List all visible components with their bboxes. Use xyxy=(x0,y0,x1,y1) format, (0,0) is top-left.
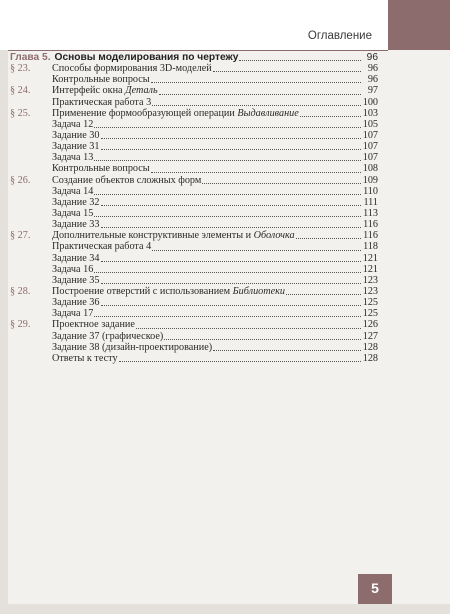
leader-dots xyxy=(152,243,361,251)
leader-dots xyxy=(101,220,362,228)
section-number: § 23. xyxy=(10,63,31,75)
leader-dots xyxy=(94,187,361,195)
entry-title-text: Задание 37 (графическое) xyxy=(52,330,164,342)
toc-entry-row[interactable] xyxy=(10,63,378,74)
entry-title xyxy=(52,253,100,264)
leader-dots xyxy=(239,53,361,61)
entry-page-number: 125 xyxy=(362,297,378,309)
toc-entry-row[interactable] xyxy=(10,319,378,330)
entry-title xyxy=(52,353,118,364)
entry-title xyxy=(52,130,100,141)
entry-title xyxy=(52,208,93,219)
entry-page-number: 116 xyxy=(363,230,378,242)
entry-title xyxy=(52,264,93,275)
entry-page-number: 108 xyxy=(362,163,378,175)
leader-dots xyxy=(94,265,361,273)
table-of-contents xyxy=(10,52,378,364)
leader-dots xyxy=(213,343,361,351)
entry-page-number: 116 xyxy=(363,219,378,231)
toc-entry-row[interactable] xyxy=(10,208,378,219)
entry-title xyxy=(52,319,135,330)
toc-entry-row[interactable] xyxy=(10,286,378,297)
entry-page-number: 107 xyxy=(362,152,378,164)
entry-title xyxy=(52,241,151,252)
entry-page-number: 125 xyxy=(362,308,378,320)
entry-title xyxy=(52,342,212,353)
entry-title-text: Задание 35 xyxy=(52,274,100,286)
chapter-title: Основы моделирования по чертежу xyxy=(54,52,239,63)
leader-dots xyxy=(296,231,361,239)
entry-title xyxy=(52,74,150,85)
toc-entry-row[interactable] xyxy=(10,342,378,353)
entry-title xyxy=(52,197,100,208)
toc-entry-row[interactable] xyxy=(10,241,378,252)
entry-title-text: Контрольные вопросы xyxy=(52,74,150,86)
left-margin-strip xyxy=(0,0,8,614)
entry-title xyxy=(52,331,163,342)
entry-title-text: Задача 16 xyxy=(52,263,94,275)
toc-entry-row[interactable] xyxy=(10,230,378,241)
entry-page-number: 126 xyxy=(362,319,378,331)
toc-entry-row[interactable] xyxy=(10,253,378,264)
entry-title-text: Задача 15 xyxy=(52,207,94,219)
leader-dots xyxy=(101,142,362,150)
toc-entry-row[interactable] xyxy=(10,175,378,186)
leader-dots xyxy=(101,298,362,306)
leader-dots xyxy=(94,120,361,128)
leader-dots xyxy=(94,153,361,161)
entry-title-text: Задание 36 xyxy=(52,297,100,309)
entry-title xyxy=(52,175,201,186)
entry-title xyxy=(52,141,100,152)
toc-entry-row[interactable] xyxy=(10,108,378,119)
toc-entry-row[interactable] xyxy=(10,219,378,230)
leader-dots xyxy=(202,176,361,184)
toc-entry-row[interactable] xyxy=(10,186,378,197)
leader-dots xyxy=(151,75,361,83)
entry-title-text: Задание 32 xyxy=(52,196,100,208)
header-rule xyxy=(8,50,388,51)
entry-page-number: 107 xyxy=(362,141,378,153)
entry-title-italic: Выдавливание xyxy=(237,107,299,119)
bottom-margin-strip xyxy=(0,604,450,614)
entry-title-text: Способы формирования 3D-моделей xyxy=(52,63,212,75)
toc-entry-row[interactable] xyxy=(10,119,378,130)
entry-page-number: 128 xyxy=(362,352,378,364)
entry-title xyxy=(52,275,100,286)
toc-entry-row[interactable] xyxy=(10,297,378,308)
entry-title-italic: Деталь xyxy=(125,85,158,97)
entry-title xyxy=(52,108,299,119)
entry-title-text: Ответы к тесту xyxy=(52,352,118,364)
entry-title-text: Задание 38 (дизайн-проектирование) xyxy=(52,341,213,353)
entry-title-text: Задание 31 xyxy=(52,141,100,153)
toc-entry-row[interactable] xyxy=(10,308,378,319)
leader-dots xyxy=(164,332,361,340)
entry-title-text: Задача 17 xyxy=(52,308,94,320)
toc-entry-row[interactable] xyxy=(10,74,378,85)
toc-entry-row[interactable] xyxy=(10,141,378,152)
page-number: 5 xyxy=(371,580,379,596)
entry-page-number: 113 xyxy=(363,207,378,219)
header-accent-box xyxy=(388,0,450,50)
entry-title-text: Задача 13 xyxy=(52,152,94,164)
entry-page-number: 103 xyxy=(362,107,378,119)
section-number: § 29. xyxy=(10,319,31,331)
entry-title-text: Создание объектов сложных форм xyxy=(52,174,202,186)
toc-entry-row[interactable] xyxy=(10,275,378,286)
entry-title-italic: Оболочка xyxy=(253,230,295,242)
entry-title xyxy=(52,308,93,319)
entry-title xyxy=(52,286,285,297)
leader-dots xyxy=(152,98,361,106)
entry-page-number: 121 xyxy=(362,252,378,264)
section-number: § 27. xyxy=(10,230,31,242)
leader-dots xyxy=(119,354,361,362)
toc-entry-row[interactable] xyxy=(10,152,378,163)
entry-title xyxy=(52,85,158,96)
entry-page-number: 96 xyxy=(367,74,378,86)
entry-title-text: Интерфейс окна xyxy=(52,85,126,97)
leader-dots xyxy=(151,165,361,173)
leader-dots xyxy=(101,131,362,139)
section-number: § 28. xyxy=(10,285,31,297)
toc-entry-row[interactable] xyxy=(10,85,378,96)
entry-title-text: Проектное задание xyxy=(52,319,135,331)
entry-title xyxy=(52,230,295,241)
entry-title-text: Применение формообразующей операции xyxy=(52,107,238,119)
toc-entry-row[interactable] xyxy=(10,197,378,208)
entry-page-number: 109 xyxy=(362,174,378,186)
toc-chapter-row[interactable] xyxy=(10,52,378,63)
toc-entry-row[interactable] xyxy=(10,163,378,174)
entry-title-text: Задача 12 xyxy=(52,118,94,130)
entry-page-number: 127 xyxy=(362,330,378,342)
leader-dots xyxy=(286,287,361,295)
leader-dots xyxy=(136,321,361,329)
toc-entry-row[interactable] xyxy=(10,97,378,108)
entry-page-number: 110 xyxy=(363,185,378,197)
header-band xyxy=(0,0,388,50)
entry-title-italic: Библиотеки xyxy=(232,285,286,297)
entry-title-text: Задание 34 xyxy=(52,252,100,264)
entry-page-number: 111 xyxy=(363,196,378,208)
entry-title xyxy=(52,152,93,163)
toc-entry-row[interactable] xyxy=(10,331,378,342)
entry-page-number: 107 xyxy=(362,129,378,141)
entry-page-number: 96 xyxy=(367,63,378,75)
leader-dots xyxy=(300,109,361,117)
leader-dots xyxy=(94,209,361,217)
entry-page-number: 118 xyxy=(363,241,378,253)
entry-title-text: Контрольные вопросы xyxy=(52,163,150,175)
chapter-page-number: 96 xyxy=(366,52,378,63)
entry-page-number: 97 xyxy=(367,85,378,97)
running-header-title: Оглавление xyxy=(307,30,372,42)
toc-entry-row[interactable] xyxy=(10,130,378,141)
entry-title xyxy=(52,219,100,230)
section-number: § 25. xyxy=(10,107,31,119)
entry-title-text: Практическая работа 4 xyxy=(52,241,152,253)
leader-dots xyxy=(213,64,361,72)
section-number: § 24. xyxy=(10,85,31,97)
toc-entry-row[interactable] xyxy=(10,353,378,364)
leader-dots xyxy=(94,309,361,317)
entry-title-text: Дополнительные конструктивные элементы и xyxy=(52,230,254,242)
entry-page-number: 105 xyxy=(362,118,378,130)
entry-page-number: 100 xyxy=(362,96,378,108)
chapter-label: Глава 5. xyxy=(10,52,51,63)
entry-page-number: 123 xyxy=(362,274,378,286)
entry-title xyxy=(52,186,93,197)
leader-dots xyxy=(159,87,361,95)
leader-dots xyxy=(101,276,362,284)
entry-title-text: Задание 33 xyxy=(52,219,100,231)
toc-entry-row[interactable] xyxy=(10,264,378,275)
entry-page-number: 123 xyxy=(362,285,378,297)
leader-dots xyxy=(101,198,362,206)
entry-title-text: Задача 14 xyxy=(52,185,94,197)
entry-title xyxy=(52,63,212,74)
entry-page-number: 128 xyxy=(362,341,378,353)
leader-dots xyxy=(101,254,362,262)
entry-title xyxy=(52,119,93,130)
entry-title-text: Построение отверстий с использованием xyxy=(52,285,233,297)
entry-page-number: 121 xyxy=(362,263,378,275)
entry-title-text: Задание 30 xyxy=(52,129,100,141)
entry-title xyxy=(52,163,150,174)
section-number: § 26. xyxy=(10,174,31,186)
entry-title-text: Практическая работа 3 xyxy=(52,96,152,108)
entry-title xyxy=(52,297,100,308)
entry-title xyxy=(52,97,151,108)
